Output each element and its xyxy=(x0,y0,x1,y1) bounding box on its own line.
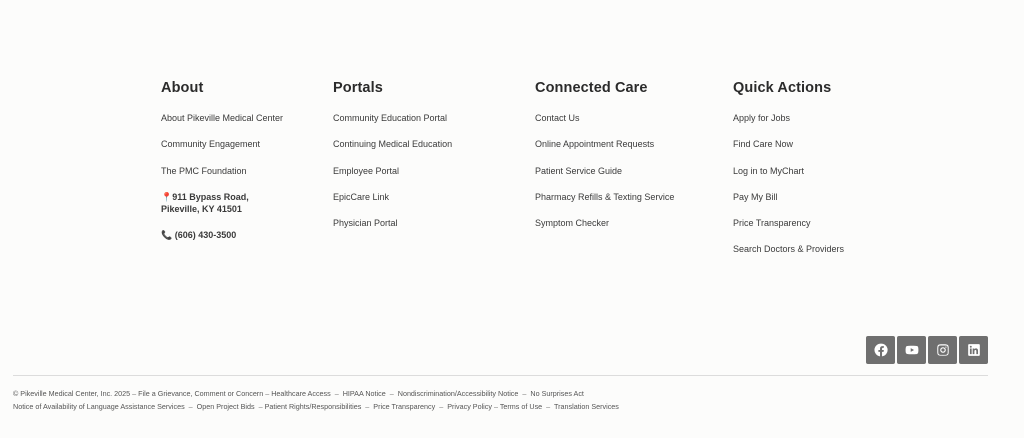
footer-link-find-care-now[interactable]: Find Care Now xyxy=(733,139,794,150)
footer-link-apply-for-jobs[interactable]: Apply for Jobs xyxy=(733,113,791,123)
legal-link-nondiscrimination[interactable]: Nondiscrimination/Accessibility Notice xyxy=(397,389,519,398)
footer-link-physician-portal[interactable]: Physician Portal xyxy=(333,218,398,229)
address[interactable]: 📍911 Bypass Road, Pikeville, KY 41501 xyxy=(161,191,249,214)
footer-link-employee-portal[interactable]: Employee Portal xyxy=(333,165,400,176)
footer-link-patient-service-guide[interactable]: Patient Service Guide xyxy=(535,165,623,176)
footer-link-search-doctors[interactable]: Search Doctors & Providers xyxy=(733,244,845,255)
youtube-button[interactable] xyxy=(897,336,926,364)
footer-column-portals xyxy=(333,80,452,243)
footer-column-connected-care xyxy=(535,80,674,243)
footer-link-continuing-medical-education[interactable]: Continuing Medical Education xyxy=(333,139,453,150)
legal-link-language-assistance[interactable]: Notice of Availability of Language Assistance Services xyxy=(13,402,185,411)
legal-link-price-transparency[interactable]: Price Transparency xyxy=(373,402,436,411)
legal-links-row-2: Notice of Availability of Language Assistance Services – Open Project Bids – Patient Rights/Responsibilities – Price Transparency – Privacy Policy – Terms of Use – Translation Services xyxy=(13,402,619,411)
social-links xyxy=(866,336,988,364)
instagram-button[interactable] xyxy=(928,336,957,364)
legal-link-privacy-policy[interactable]: Privacy Policy xyxy=(447,402,492,411)
legal-link-hipaa-notice[interactable]: HIPAA Notice xyxy=(342,389,386,398)
legal-links-row-1: © Pikeville Medical Center, Inc. 2025 – File a Grievance, Comment or Concern – Healthcare Access – HIPAA Notice – Nondiscrimination/Accessibility Notice – No Surprises Act xyxy=(13,389,584,398)
footer-link-pmc-foundation[interactable]: The PMC Foundation xyxy=(161,165,247,176)
connected-care-heading: Connected Care xyxy=(535,80,648,96)
phone-link[interactable]: 📞 (606) 430-3500 xyxy=(161,229,237,240)
location-pin-icon: 📍 xyxy=(161,191,173,202)
instagram-icon xyxy=(936,343,950,357)
footer-link-pharmacy-refills[interactable]: Pharmacy Refills & Texting Service xyxy=(535,191,675,202)
legal-link-patient-rights[interactable]: Patient Rights/Responsibilities xyxy=(264,402,362,411)
portals-heading: Portals xyxy=(333,80,383,96)
legal-link-healthcare-access[interactable]: Healthcare Access xyxy=(271,389,331,398)
footer-column-quick-actions xyxy=(733,80,844,270)
legal-link-terms-of-use[interactable]: Terms of Use xyxy=(499,402,543,411)
footer-divider xyxy=(13,375,988,376)
footer-link-community-engagement[interactable]: Community Engagement xyxy=(161,139,261,150)
footer-column-about xyxy=(161,80,283,255)
legal-link-translation-services[interactable]: Translation Services xyxy=(554,402,619,411)
youtube-icon xyxy=(905,343,919,357)
footer-link-about-pmc[interactable]: About Pikeville Medical Center xyxy=(161,113,284,123)
copyright-text: © Pikeville Medical Center, Inc. 2025 xyxy=(13,389,131,398)
linkedin-icon xyxy=(967,343,981,357)
linkedin-button[interactable] xyxy=(959,336,988,364)
quick-actions-heading: Quick Actions xyxy=(733,80,832,96)
legal-link-open-project-bids[interactable]: Open Project Bids xyxy=(196,402,255,411)
facebook-button[interactable] xyxy=(866,336,895,364)
footer-link-symptom-checker[interactable]: Symptom Checker xyxy=(535,218,610,229)
footer-link-epiccare-link[interactable]: EpicCare Link xyxy=(333,191,390,202)
phone-icon: 📞 xyxy=(161,229,173,240)
legal-link-grievance[interactable]: File a Grievance, Comment or Concern xyxy=(138,389,264,398)
about-heading: About xyxy=(161,80,204,96)
footer-link-community-education-portal[interactable]: Community Education Portal xyxy=(333,113,448,123)
footer-link-online-appointment-requests[interactable]: Online Appointment Requests xyxy=(535,139,655,150)
facebook-icon xyxy=(874,343,888,357)
legal-link-no-surprises-act[interactable]: No Surprises Act xyxy=(530,389,584,398)
footer-link-pay-my-bill[interactable]: Pay My Bill xyxy=(733,191,778,202)
footer-link-mychart[interactable]: Log in to MyChart xyxy=(733,165,805,176)
footer-link-price-transparency[interactable]: Price Transparency xyxy=(733,218,811,229)
footer-link-contact-us[interactable]: Contact Us xyxy=(535,113,580,123)
